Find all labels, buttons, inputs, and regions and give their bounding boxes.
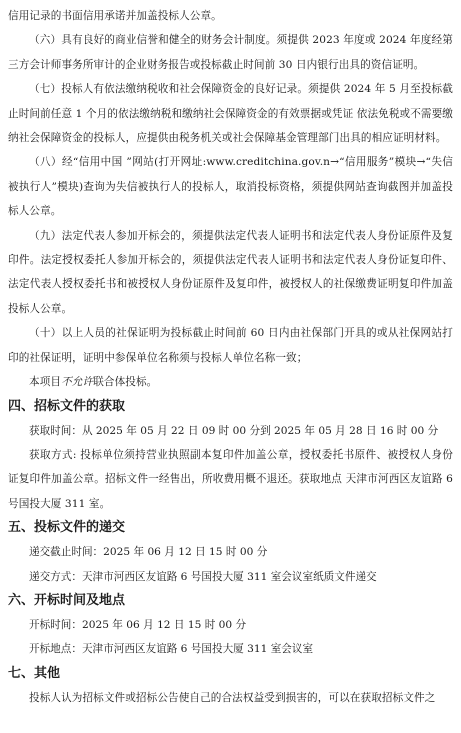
submit-deadline: 递交截止时间：2025 年 06 月 12 日 15 时 00 分	[29, 546, 268, 559]
get-method: 获取方式: 投标单位须持营业执照副本复印件加盖公章，授权委托书原件、被授权人身份证复印件加盖公章。招标文件一经售出，所收费用概不退还。获取地点 天津市河西区友谊路 6 号国投大厦 311 室。	[8, 448, 453, 510]
open-time: 开标时间：2025 年 06 月 12 日 15 时 00 分	[29, 618, 247, 631]
paragraph-other: 投标人认为招标文件或招标公告使自己的合法权益受到损害的，可以在获取招标文件之	[29, 691, 436, 704]
section-heading-6: 六、开标时间及地点	[8, 592, 126, 608]
get-time: 获取时间：从 2025 年 05 月 22 日 09 时 00 分到 2025 年 05 月 28 日 16 时 00 分	[29, 424, 439, 437]
submit-method: 递交方式：天津市河西区友谊路 6 号国投大厦 311 室会议室纸质文件递交	[29, 570, 377, 583]
paragraph-credit-commitment: 信用记录的书面信用承诺并加盖投标人公章。	[8, 10, 222, 22]
consortium-prefix: 本项目	[29, 376, 62, 389]
section-heading-4: 四、招标文件的获取	[8, 398, 126, 414]
paragraph-consortium	[8, 370, 453, 394]
paragraph-requirement-8: （八）经“信用中国 ”网站(打开网址:www.creditchina.gov.n→“信用服务”模块→“失信被执行人”模块)查询为失信被执行人的投标人，取消投标资格，须提供网站查询截图并加盖投标人公章。	[8, 156, 453, 218]
consortium-suffix: 联合体投标。	[93, 376, 158, 389]
paragraph-requirement-6: （六）具有良好的商业信誉和健全的财务会计制度。须提供 2023 年度或 2024 年度经第三方会计师事务所审计的企业财务报告或投标截止时间前 30 日内银行出具的资信证明。	[8, 34, 453, 71]
open-place: 开标地点：天津市河西区友谊路 6 号国投大厦 311 室会议室	[29, 643, 314, 656]
paragraph-requirement-7: （七）投标人有依法缴纳税收和社会保障资金的良好记录。须提供 2024 年 5 月至投标截止时间前任意 1 个月的依法缴纳税和缴纳社会保障资金的有效票据或凭证 依法免税或不需要缴纳社会保障资金的投标人，应提供由税务机关或社会保障基金管理部门出具的相应证明材料。	[8, 83, 453, 145]
section-heading-5: 五、投标文件的递交	[8, 520, 126, 536]
paragraph-requirement-9: （九）法定代表人参加开标会的，须提供法定代表人证明书和法定代表人身份证原件及复印件。法定授权委托人参加开标会的，须提供法定代表人证明书和法定代表人身份证复印件、法定代表人授权委托书和被授权人身份证原件及复印件，被授权人的社保缴费证明复印件加盖投标人公章。	[8, 229, 453, 315]
paragraph-requirement-10: （十）以上人员的社保证明为投标截止时间前 60 日内由社保部门开具的或从社保网站打印的社保证明，证明中参保单位名称须与投标人单位名称一致；	[8, 327, 453, 364]
consortium-emphasis: 不允许	[61, 376, 94, 389]
section-heading-7: 七、其他	[8, 665, 61, 681]
